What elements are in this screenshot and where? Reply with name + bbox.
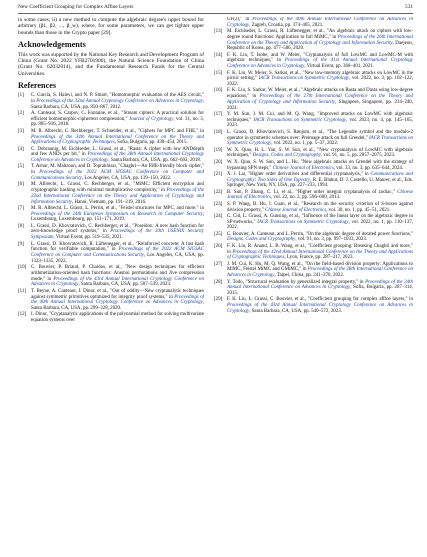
reference-number: [5] <box>18 164 24 170</box>
reference-number: [7] <box>18 205 24 211</box>
reference-details: , Sofia, Bulgaria, pp. 430–454, 2015. <box>114 140 188 146</box>
reference-details: , Los Angeles, CA, USA, pp. 139–150, 2022. <box>81 175 172 181</box>
reference-text <box>227 88 413 111</box>
reference-item <box>214 112 413 129</box>
reference-number: [13] <box>214 29 223 35</box>
reference-details: , vol. 2023, no. 4, pp. 145–165, 2023. <box>227 117 413 129</box>
reference-text <box>31 129 204 146</box>
reference-authors-title: B. Sun, P. Zhang, C. Li, et al., "Higher order integral cryptanalysis of zodiac," <box>227 189 398 195</box>
reference-details: , Hanoi, Vietnam, pp. 191–219, 2016. <box>72 199 147 205</box>
page-number: 531 <box>405 4 413 10</box>
reference-text <box>227 71 413 88</box>
reference-venue[interactable]: Designs, Codes and Cryptography <box>252 153 321 159</box>
reference-details: , Singapore, Singapore, pp. 214–240, 2021. <box>227 99 413 111</box>
reference-number: [24] <box>214 213 223 219</box>
reference-item <box>214 160 413 172</box>
reference-details: , Zagreb, Croatia, pp. 374–405, 2021. <box>249 22 324 28</box>
reference-item <box>214 172 413 189</box>
reference-details: , vol. 91, no. 5, pp. 2057–2075, 2023. <box>320 153 396 159</box>
running-header <box>18 4 413 14</box>
reference-number: [11] <box>18 288 27 294</box>
reference-venue[interactable]: Proceedings of the 28th International Conference on Advances in Cryptology <box>227 267 413 279</box>
reference-authors-title: GF(2)," in <box>227 17 253 22</box>
reference-venue[interactable]: Proceedings of the 2022 ACM SIGSAC Conference on Computer and Communications Security <box>31 170 204 181</box>
reference-venue[interactable]: Proceedings of the 38th Annual International Cryptology Conference on Advances in Cryptology <box>31 152 204 164</box>
reference-number: [4] <box>18 146 24 152</box>
reference-text <box>227 297 413 314</box>
reference-authors-title: M. Albrecht, L. Grassi, C. Rechberger, et al., "MiMC: Efficient encryption and cryptographic hashing with minimal multiplicative complexity," in <box>31 182 204 194</box>
reference-number: [9] <box>18 241 24 247</box>
reference-authors-title: F. K. Liu, W. Meier, S. Sarkar, et al., "New low-memory algebraic attacks on LowMC in the picnic setting," <box>227 70 413 82</box>
reference-number: [22] <box>214 189 223 195</box>
reference-item <box>18 289 204 312</box>
ack-heading: Acknowledgements <box>18 39 86 49</box>
right-column <box>214 17 413 549</box>
reference-item <box>214 202 413 214</box>
reference-venue[interactable]: IACR Transactions on Symmetric Cryptology <box>258 76 350 82</box>
reference-authors-title: C. Garcia, S. Halevi, and N. P. Smart, "Homomorphic evaluation of the AES circuit," in <box>31 93 204 104</box>
reference-number: [27] <box>214 261 223 267</box>
reference-details: , Santa Barbara, CA, USA, pp. 507–539, 2023. <box>78 282 172 288</box>
reference-item <box>18 129 204 146</box>
reference-authors-title: F. K. Liu, T. Isobe, and W. Meier, "Cryptanalysis of full LowMC and LowMC-M with algebraic techniques," in <box>227 52 413 64</box>
reference-authors-title: A. Canteaut, S. Carpov, C. Fontaine, et al., "Stream ciphers: A practical solution for efficient homomorphic-ciphertext compression," <box>31 110 204 122</box>
reference-authors-title: C. Dobraunig, M. Eichlseder, L. Grassi, et al., "Rasta: A cipher with low ANDdepth and few ANDs per bit," in <box>31 146 204 158</box>
reference-details: , R. E. Blahut, D. J. Costello, U. Maurer, et al., Eds. Springer, New York, NY, USA, pp. 227–233, 1994. <box>227 177 413 189</box>
reference-authors-title: C. Bouvier, A. Canteaut, and L. Perrin, "On the algebraic degree of iterated power functions," <box>227 231 413 237</box>
reference-number: [19] <box>214 147 223 153</box>
reference-text <box>227 130 413 147</box>
reference-item <box>214 148 413 160</box>
reference-authors-title: L. Grassi, D. Khovratovich, C. Rechberger, et al., "Poseidon: A new hash function for zero-knowledge proof systems," in <box>31 223 204 235</box>
reference-authors-title: X. J. Lai, "Higher order derivatives and differential cryptanalysis," in <box>227 171 371 177</box>
reference-text <box>227 190 413 202</box>
reference-text <box>227 148 413 160</box>
reference-authors-title: C. Cid, L. Grassi, A. Gunsing, et al., "Influence of the linear layer on the algebraic degree in SP-networks," <box>227 213 413 225</box>
reference-item <box>214 130 413 147</box>
reference-venue[interactable]: Chinese Journal of Electronics <box>272 165 334 171</box>
reference-text <box>227 232 413 244</box>
reference-number: [23] <box>214 201 223 207</box>
reference-details: , vol. 91, no. 3, pp. 997–1033, 2023. <box>295 237 368 243</box>
reference-details: , Santa Barbara, CA, USA, pp. 662–692, 2018. <box>108 158 202 164</box>
reference-authors-title: I. Dinur, "Cryptanalytic applications of the polynomial method for solving multivariate equation systems over <box>31 312 204 324</box>
reference-authors-title: W. X. Qiao, H. L. Yan, S. W. Sun, et al., "New cryptanalysis of LowMC with algebraic techniques," <box>227 147 413 159</box>
reference-text <box>227 202 413 214</box>
reference-details: , vol. 30, no. 1, pp. 45–51, 2021. <box>326 207 391 213</box>
reference-authors-title: F. K. Liu, R. Anand, L. B. Wang, et al., "Coefficient grouping: Breaking Chaghri and more," in <box>227 243 413 255</box>
reference-number: [1] <box>18 93 24 99</box>
reference-item <box>214 262 413 279</box>
reference-item <box>214 232 413 244</box>
reference-number: [20] <box>214 159 223 165</box>
reference-item <box>214 53 413 70</box>
reference-text <box>227 280 413 297</box>
running-title: New Coefficient Grouping for Complex Affine Layers <box>18 4 134 10</box>
reference-number: [17] <box>214 111 223 117</box>
reference-text <box>227 112 413 129</box>
reference-item <box>18 224 204 241</box>
reference-text <box>227 172 413 189</box>
reference-item <box>214 88 413 111</box>
reference-number: [18] <box>214 129 223 135</box>
reference-number: [15] <box>214 70 223 76</box>
references-heading: References <box>18 81 57 91</box>
reference-text <box>31 164 204 181</box>
reference-number <box>214 17 227 29</box>
reference-number: [12] <box>18 312 27 318</box>
reference-venue[interactable]: Communications and Cryptography: Two Sides of One Tapestry <box>227 171 413 183</box>
reference-item <box>18 147 204 164</box>
reference-item <box>18 242 204 265</box>
reference-authors-title: W. X. Qiao, S. W. Sun, and L. Hu, "New algebraic attacks on Grendel with the strategy of bypassing SPN steps," <box>227 159 413 171</box>
reference-number: [28] <box>214 279 223 285</box>
reference-text <box>31 242 204 265</box>
reference-authors-title: L. Grassi, D. Khovratovich, R. Lüftenegger, et al., "Reinforced concrete: A fast hash function for verifiable computation," in <box>31 241 204 253</box>
reference-venue[interactable]: Designs, Codes and Cryptography <box>227 237 296 243</box>
reference-item <box>18 312 204 324</box>
reference-details: , Daejeon, Republic of Korea, pp. 477–506, 2020. <box>227 40 413 52</box>
reference-item <box>18 265 204 288</box>
reference-number: [26] <box>214 243 223 249</box>
reference-authors-title: F. K. Liu, S. Sarkar, W. Meier, et al., "Algebraic attacks on Rasta and Dasta using low-degree equations," in <box>227 88 413 100</box>
reference-text <box>227 214 413 231</box>
reference-text <box>31 206 204 223</box>
reference-item <box>214 244 413 261</box>
reference-authors-title: M. R. Albrecht, C. Rechberger, T. Schneider, et al., "Ciphers for MPC and FHE," in <box>31 128 204 134</box>
reference-venue[interactable]: Journal of Cryptology <box>129 116 174 122</box>
reference-details: , vol. 2022, no. 1, pp. 5–37, 2022. <box>271 141 339 147</box>
reference-details: , Santa Barbara, CA, USA, pp. 540–572, 2023. <box>249 308 342 314</box>
reference-item <box>214 17 413 29</box>
left-column <box>18 17 204 549</box>
reference-details: , Sofia, Bulgaria, pp. 287–314, 2015. <box>227 285 413 296</box>
intro-paragraph: in some cases; ii) a new method to compute the algebraic degree's upper bound for arbitrary (β1, β2, ..., β_w), where, for some parameters, we can get tighter upper bounds than those in the Crypto paper [29]. <box>18 17 204 36</box>
reference-venue[interactable]: Proceedings of the 42nd Annual International Conference on the Theory and Applications of Cryptographic Techniques <box>227 249 413 261</box>
reference-details: , vol. 2022, no. 3, pp. 102–122, 2022. <box>227 76 413 88</box>
reference-number: [25] <box>214 231 223 237</box>
reference-text <box>227 53 413 70</box>
reference-venue[interactable]: Chinese Journal of Electronics <box>227 189 413 201</box>
reference-venue[interactable]: Proceedings of the 43rd Annual International Cryptology Conference on Advances in Cryptology <box>227 303 413 314</box>
reference-text <box>227 17 413 29</box>
reference-text <box>31 182 204 205</box>
reference-venue[interactable]: Chinese Journal of Electronics <box>265 207 327 213</box>
reference-list-right <box>214 17 413 315</box>
reference-text <box>31 289 204 312</box>
reference-authors-title: S. P. Wang, B. Hu, J. Guan, et al., "Research on the security criterion of S-boxes against division property," <box>227 201 413 213</box>
reference-details: , Lyon, France, pp. 287–317, 2023. <box>284 255 354 261</box>
reference-authors-title: Y. M. Sun, J. M. Cui, and M. Q. Wang, "Improved attacks on LowMC with algebraic techniques," <box>227 111 413 123</box>
reference-authors-title: L. Grassi, D. Khovratovich, S. Rønjom, et al., "The Legendre symbol and the modulo-2 operator in symmetric schemes over: Preimage attack on full Grendel," <box>227 129 413 141</box>
reference-details: , vol. 33, no. 3, pp. 635–644, 2024. <box>333 165 404 171</box>
reference-text <box>31 111 204 128</box>
reference-item <box>214 190 413 202</box>
reference-venue[interactable]: Proceedings of the 34th Annual International Conference on the Theory and Applications of Cryptographic Techniques <box>31 134 204 146</box>
reference-number: [6] <box>18 182 24 188</box>
reference-details: , Los Angeles, CA, USA, pp. 1323–1335, 2022. <box>31 253 204 264</box>
reference-number: [29] <box>214 297 223 303</box>
reference-authors-title: C. Bouvier, P. Briaud, P. Chaidos, et al., "New design techniques for efficient arithmetization-oriented hash functions: Anemoi permutations and Jive compression mode," in <box>31 265 204 282</box>
reference-venue[interactable]: Proceedings of the 26th International Conference on the Theory and Application of Cryptology and Information Security <box>227 34 413 46</box>
reference-venue[interactable]: IACR Transactions on Symmetric Cryptology <box>257 219 349 225</box>
reference-authors-title: Y. Todo, "Structural evaluation by generalized integral property," in <box>227 279 366 285</box>
reference-item <box>214 214 413 231</box>
reference-item <box>18 111 204 128</box>
reference-venue[interactable]: Proceedings of the 40th Annual International Cryptology Conference on Advances in Cryptology <box>31 294 204 306</box>
reference-details: , Taipei, China, pp. 241–270, 2022. <box>274 273 345 279</box>
reference-number: [14] <box>214 52 223 58</box>
reference-text <box>31 93 204 110</box>
reference-item <box>214 297 413 314</box>
reference-text <box>31 265 204 288</box>
reference-list-left <box>18 93 204 324</box>
reference-venue[interactable]: Proceedings of the 22nd International Conference on the Theory and Application of Cryptology and Information Security <box>31 188 204 205</box>
reference-item <box>18 206 204 223</box>
reference-text <box>227 244 413 261</box>
reference-details: , Virtual Event, pp. 519–535, 2021. <box>53 235 124 241</box>
reference-venue[interactable]: Proceedings of the 34th Annual International Conference on Advances in Cryptology <box>227 279 413 291</box>
reference-authors-title: T. Ashur, M. Mahzoun, and D. Toprakhisar, "Chaghri—An FHE-friendly block cipher," in <box>31 164 204 176</box>
reference-venue[interactable]: Proceedings of the 41st Annual International Cryptology Conference on Advances in Cryptology <box>227 58 413 70</box>
reference-venue[interactable]: Proceedings of the 40th Annual International Conference on Advances in Cryptology <box>227 17 413 28</box>
reference-item <box>18 164 204 181</box>
reference-venue[interactable]: Proceedings of the 2022 ACM SIGSAC Conference on Computer and Communications Security <box>31 247 204 259</box>
reference-authors-title: M. Eichlseder, L. Grassi, R. Lüftenegger, et al., "An algebraic attack on ciphers with low-degree round functions: Application to full MiMC," in <box>227 29 413 40</box>
reference-details: , Santa Barbara, CA, USA, pp. 850–867, 2012. <box>31 98 204 110</box>
reference-item <box>214 29 413 52</box>
reference-details: , vol. 2022, no. 1, pp. 110–137, 2022. <box>227 219 413 231</box>
reference-details: , vol. 31, no. 3, pp. 885–916, 2018. <box>31 116 204 128</box>
reference-number: [3] <box>18 128 24 134</box>
reference-item <box>18 93 204 110</box>
reference-authors-title: F. K. Liu, L. Grassi, C. Bouvier, et al., "Coefficient grouping for complex affine layers," in <box>227 297 413 303</box>
reference-text <box>31 312 204 324</box>
reference-venue[interactable]: Proceedings of the 24th European Symposium on Research in Computer Security <box>31 211 203 217</box>
reference-number: [2] <box>18 110 24 116</box>
reference-number: [21] <box>214 171 223 177</box>
reference-number: [16] <box>214 88 223 94</box>
reference-details: , Virtual Event, pp. 368–401, 2021. <box>304 64 374 70</box>
reference-text <box>31 224 204 241</box>
reference-item <box>18 182 204 205</box>
reference-text <box>31 147 204 164</box>
reference-venue[interactable]: IACR Transactions on Symmetric Cryptology <box>227 135 413 147</box>
reference-details: , vol. 22, no. 3, pp. 596–600, 2013. <box>270 195 341 201</box>
reference-details: , Luxembourg, Luxembourg, pp. 151–171, 2019. <box>31 211 204 223</box>
reference-authors-title: M. R. Albrecht, L. Grassi, L. Perrin, et al., "Feistel structures for MPC, and more," in <box>31 205 204 211</box>
reference-details: , Santa Barbara, CA, USA, pp. 299–328, 2020. <box>31 300 204 312</box>
reference-venue[interactable]: Proceedings of the 43rd Annual International Cryptology Conference on Advances in Cryptology <box>31 276 204 288</box>
reference-text <box>227 160 413 172</box>
reference-venue[interactable]: Proceedings of the 30th USENIX Security Symposium <box>31 229 204 241</box>
reference-item <box>214 71 413 88</box>
ack-paragraph: This work was supported by the National Key Research and Development Program of China (Grant No. 2022 YFB2701900), the Natural Science Foundation of China (Grant No. 62032014), and the Fundamental Research Funds for the Central Universities. <box>18 51 204 77</box>
reference-text <box>227 262 413 279</box>
reference-authors-title: J. M. Cui, K. Hu, M. Q. Wang, et al., "On the field-based division property: Applications to MiMC, Feistel MiMC and GMiMC," in <box>227 261 413 273</box>
reference-text <box>227 29 413 52</box>
reference-authors-title: T. Beyne, A. Canteaut, I. Dinur, et al., "Out of oddity—New cryptanalytic techniques against symmetric primitives optimized for integrity proof systems," in <box>31 288 204 300</box>
reference-number: [8] <box>18 223 24 229</box>
reference-venue[interactable]: Proceedings of the 27th International Conference on the Theory and Application of Cryptology and Information Security <box>227 94 413 105</box>
reference-venue[interactable]: Proceedings of the 32nd Annual Cryptology Conference on Advances in Cryptology <box>36 98 203 104</box>
reference-number: [10] <box>18 265 27 271</box>
reference-venue[interactable]: IACR Transactions on Symmetric Cryptology <box>253 117 347 123</box>
reference-item <box>214 280 413 297</box>
